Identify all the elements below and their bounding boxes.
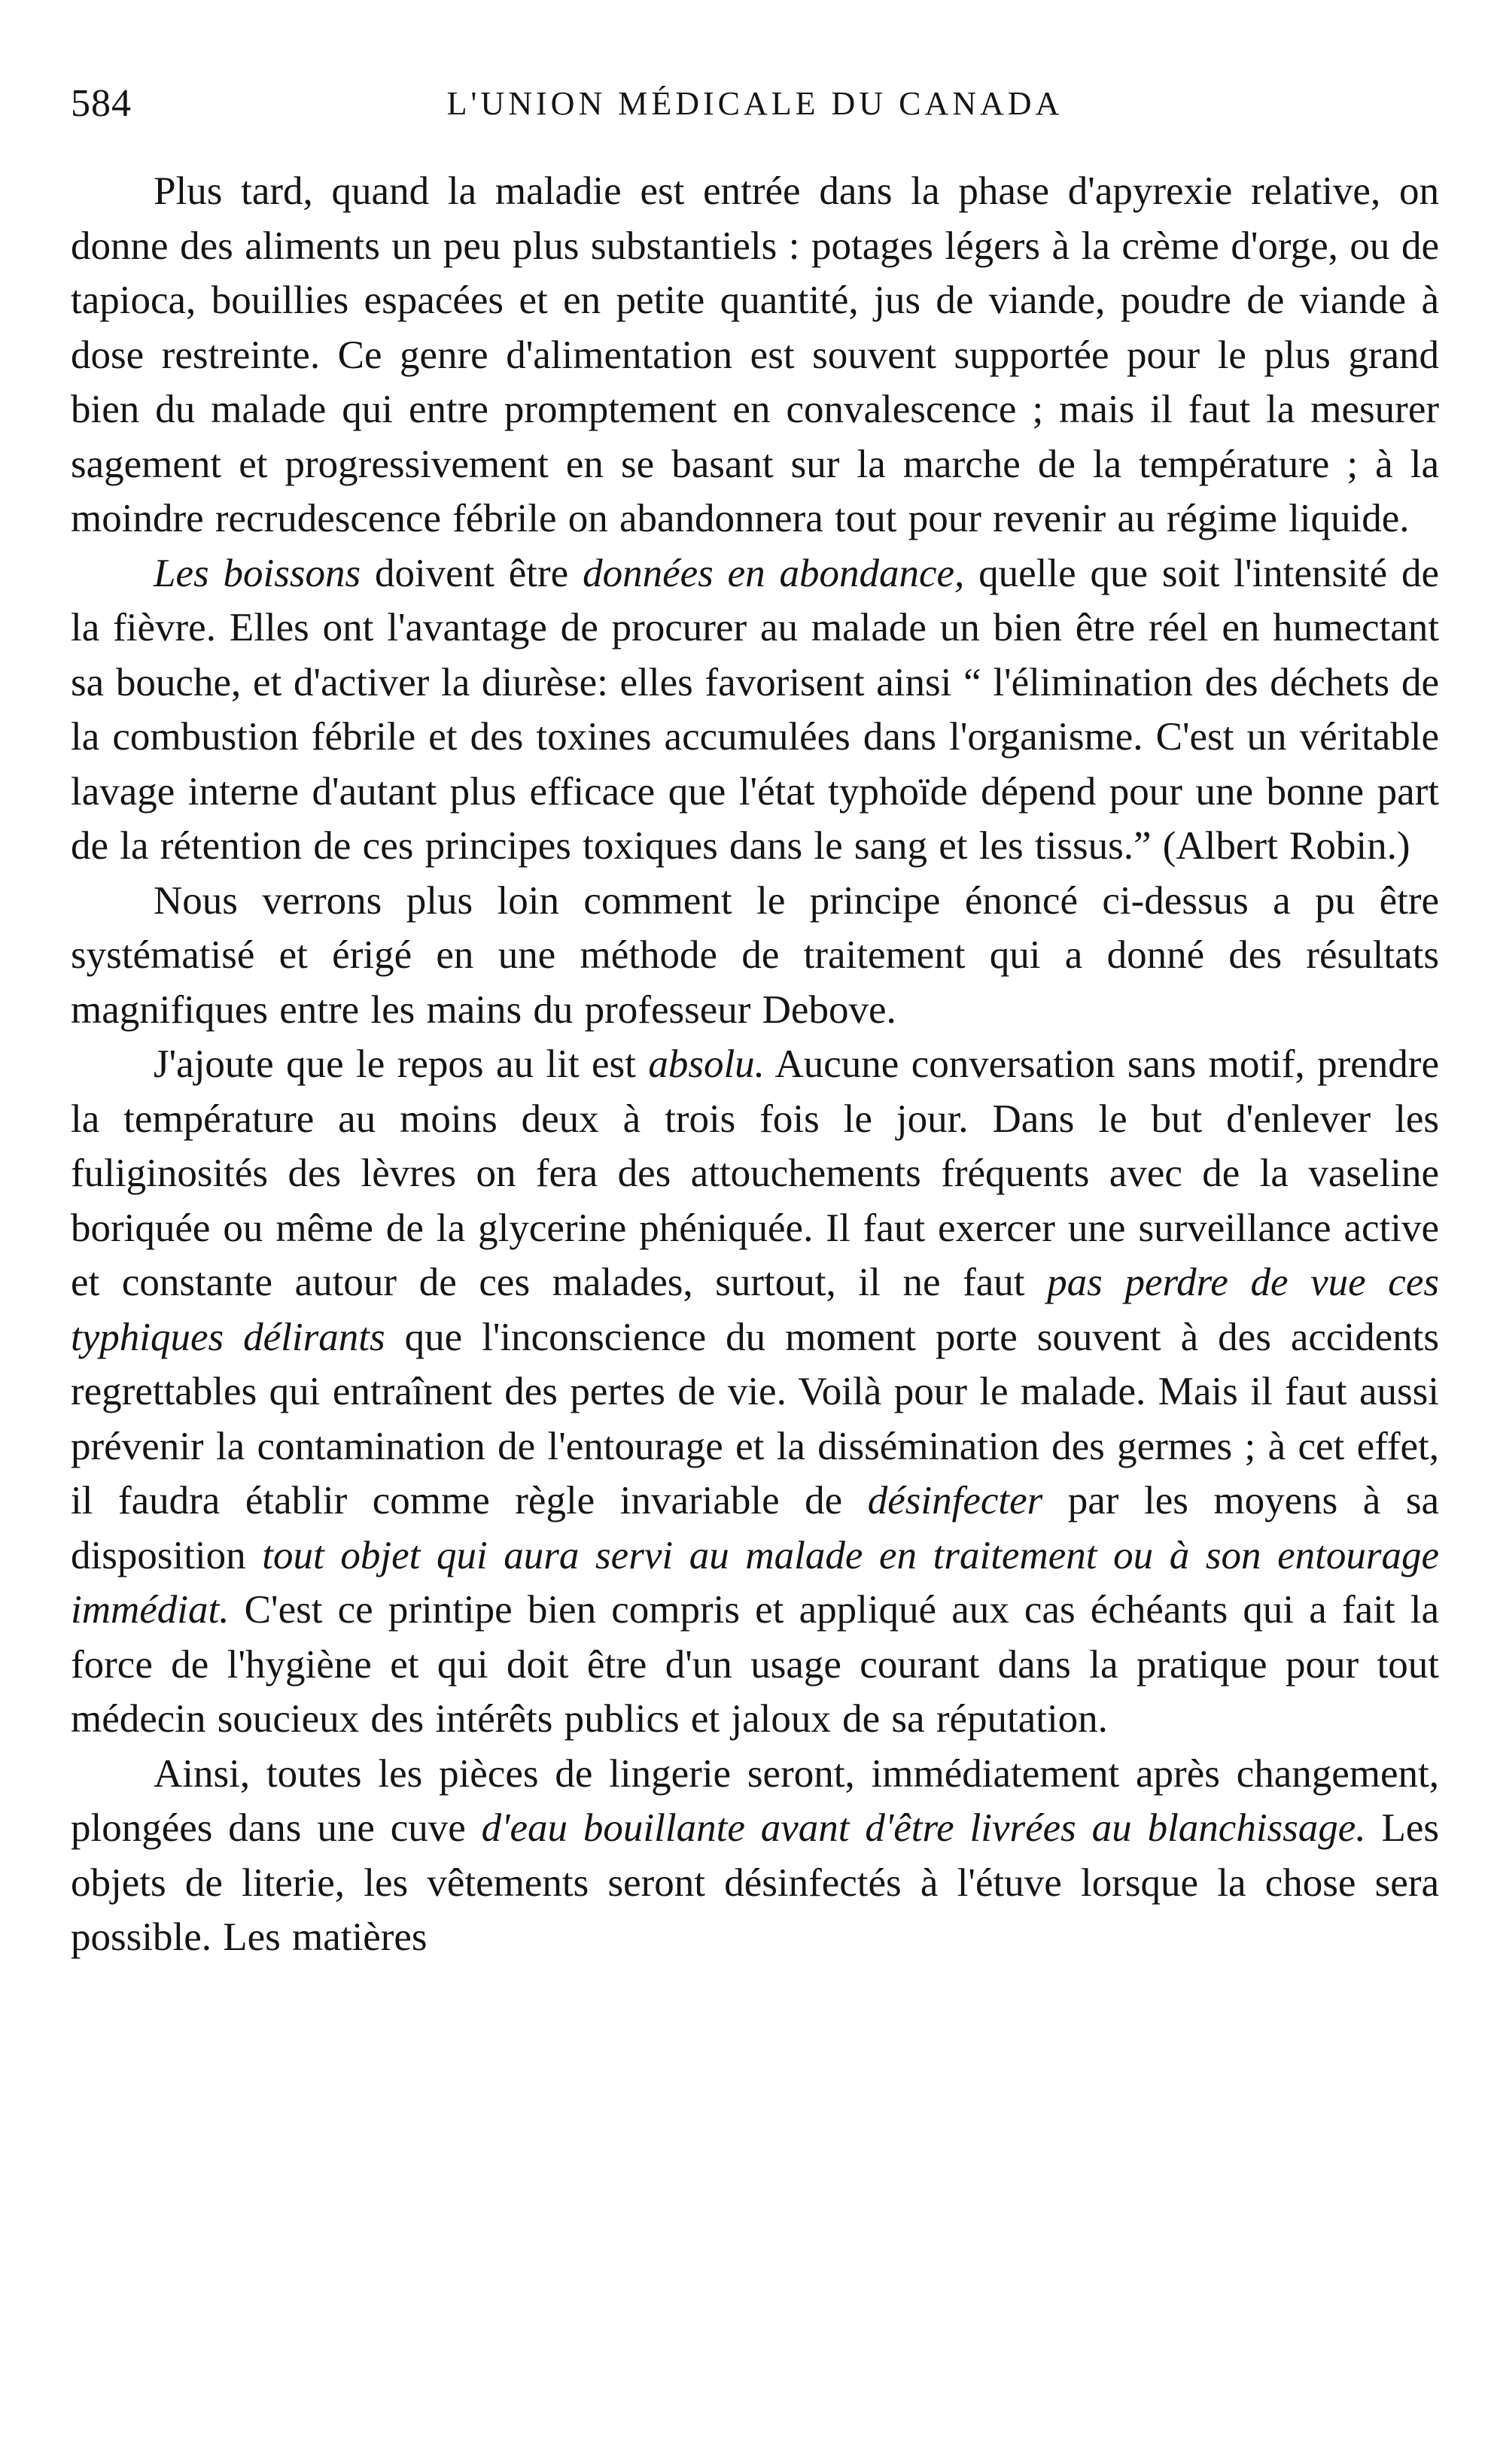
text-run: quelle que soit l'intensité de la fièvre. Elles ont l'avantage de procurer au malade un bien être réel en humectant sa bouche, et d'activer la diurèse: elles favorisent ainsi “ l'élimination des déchets de la combustion fébrile et des toxines accumulées dans l'organisme. C'est un véritable lavage interne d'autant plus efficace que l'état typhoïde dépend pour une bonne part de la rétention de ces principes toxiques dans le sang et les tissus.” (Albert Robin.) bbox=[71, 551, 1439, 868]
paragraph bbox=[71, 164, 1439, 546]
italic-text: d'eau bouillante avant d'être livrées au blanchissage. bbox=[481, 1806, 1366, 1850]
italic-text: désinfecter bbox=[867, 1479, 1043, 1523]
paragraph bbox=[71, 1037, 1439, 1747]
page-number: 584 bbox=[71, 82, 132, 125]
text-run: Nous verrons plus loin comment le principe énoncé ci-dessus a pu être systématisé et érigé en une méthode de traitement qui a donné des résultats magnifiques entre les mains du professeur Debove. bbox=[71, 878, 1439, 1032]
text-run: par les moyens à sa disposition bbox=[71, 1479, 1439, 1577]
text-run: Ainsi, toutes les pièces de lingerie seront, immédiatement après changement, plongées dans une cuve bbox=[71, 1751, 1439, 1850]
paragraph bbox=[71, 546, 1439, 874]
italic-text: données en abondance, bbox=[583, 551, 965, 595]
paragraph bbox=[71, 874, 1439, 1038]
body-text bbox=[71, 164, 1439, 1965]
text-run: Les objets de literie, les vêtements seront désinfectés à l'étuve lorsque la chose sera possible. Les matières bbox=[71, 1806, 1439, 1959]
page-header bbox=[71, 81, 1439, 134]
text-run: J'ajoute que le repos au lit est bbox=[154, 1042, 649, 1086]
book-page bbox=[71, 81, 1439, 1965]
text-run: Plus tard, quand la maladie est entrée dans la phase d'apyrexie relative, on donne des aliments un peu plus substantiels : potages légers à la crème d'orge, ou de tapioca, bouillies espacées et en petite quantité, jus de viande, poudre de viande à dose restreinte. Ce genre d'alimentation est souvent supportée pour le plus grand bien du malade qui entre promptement en convalescence ; mais il faut la mesurer sagement et progressivement en se basant sur la marche de la température ; à la moindre recrudescence fébrile on abandonnera tout pour revenir au régime liquide. bbox=[71, 169, 1439, 540]
text-run: doivent être bbox=[361, 551, 583, 595]
paragraph bbox=[71, 1747, 1439, 1965]
text-run: Aucune conversation sans motif, prendre la température au moins deux à trois fois le jour. Dans le but d'enlever les fuliginosités des lèvres on fera des attouchements fréquents avec de la vaseline boriquée ou même de la glycerine phéniquée. Il faut exercer une surveillance active et constante autour de ces malades, surtout, il ne faut bbox=[71, 1042, 1439, 1304]
italic-text: Les boissons bbox=[154, 551, 361, 595]
running-title: L'UNION MÉDICALE DU CANADA bbox=[446, 85, 1064, 122]
italic-text: pas perdre de vue ces typhiques délirants bbox=[71, 1261, 1439, 1359]
text-run: C'est ce printipe bien compris et appliqué aux cas échéants qui a fait la force de l'hygiène et qui doit être d'un usage courant dans la pratique pour tout médecin soucieux des intérêts publics et jaloux de sa réputation. bbox=[71, 1588, 1439, 1741]
italic-text: tout objet qui aura servi au malade en traitement ou à son entourage immédiat. bbox=[71, 1533, 1439, 1632]
italic-text: absolu. bbox=[648, 1042, 765, 1086]
text-run: que l'inconscience du moment porte souvent à des accidents regrettables qui entraînent des pertes de vie. Voilà pour le malade. Mais il faut aussi prévenir la contamination de l'entourage et la dissémination des germes ; à cet effet, il faudra établir comme règle invariable de bbox=[71, 1315, 1440, 1523]
